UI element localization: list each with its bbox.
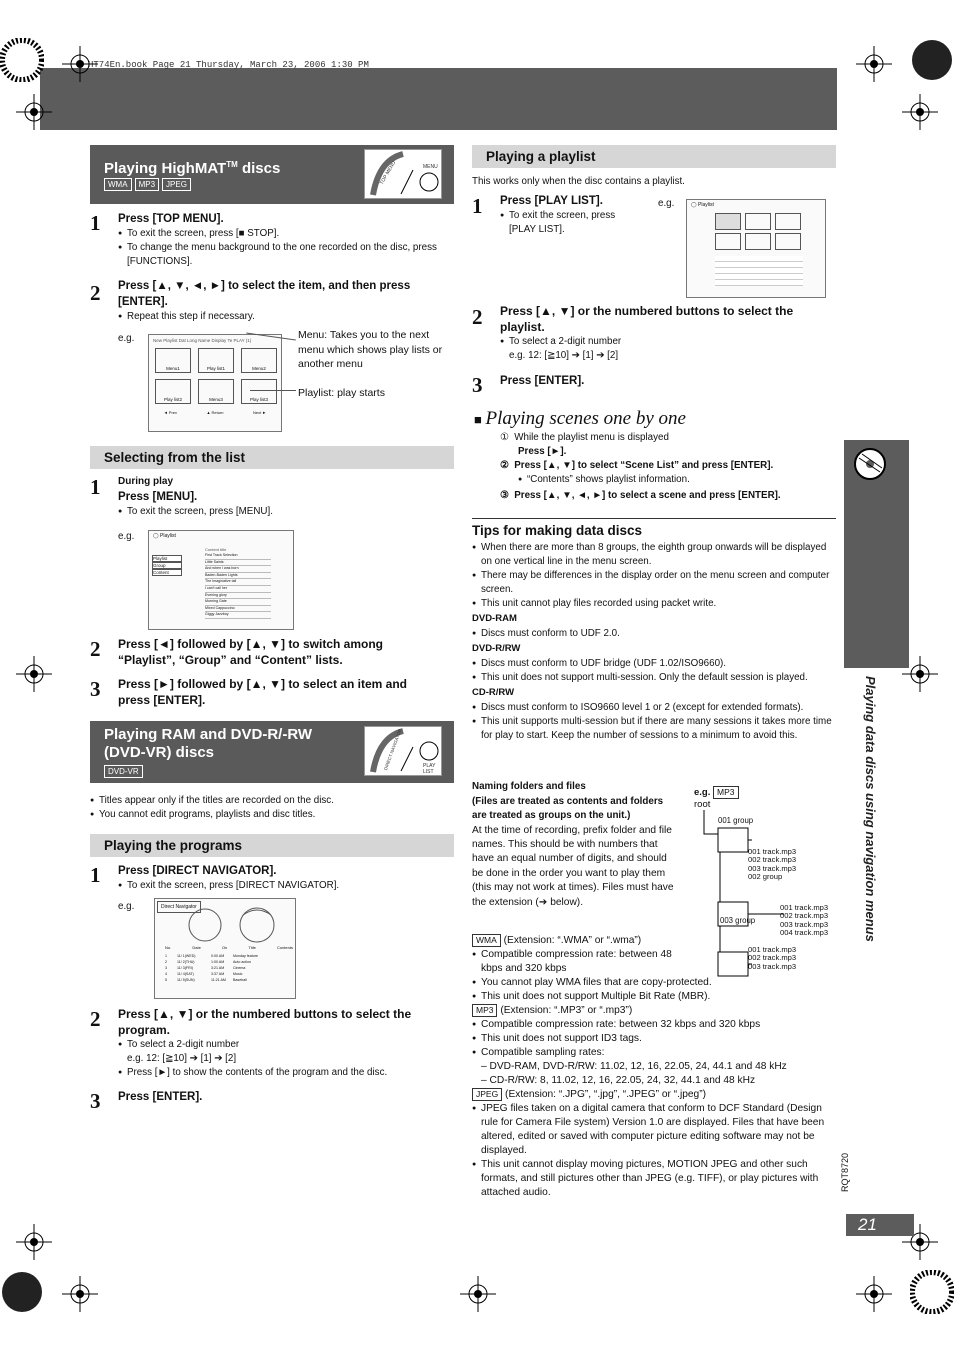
- subheading: CD-R/RW: [472, 687, 515, 698]
- naming-subheading: (Files are treated as contents and folders are treated as groups on the unit.): [472, 795, 664, 821]
- list-item: Mixed Cappuccino: [205, 606, 271, 613]
- registration-mark: [16, 1224, 52, 1260]
- page-number: 21: [846, 1214, 914, 1236]
- bullet: ● Discs must conform to UDF bridge (UDF 1.02/ISO9660).: [472, 657, 836, 671]
- side-tab-bar: [844, 440, 909, 668]
- bullet: ● To change the menu background to the one recorded on the disc, press [FUNCTIONS].: [118, 241, 454, 269]
- color-target: [0, 38, 44, 82]
- step-number: 1: [472, 194, 483, 218]
- step-heading: Press [◄] followed by [▲, ▼] to switch among “Playlist”, “Group” and “Content” lists.: [118, 637, 383, 667]
- circled-step: ① While the playlist menu is displayed: [500, 432, 669, 443]
- file-label: 001 track.mp3: [748, 847, 797, 856]
- color-target: [0, 1270, 44, 1314]
- direct-navigator-label: DIRECT NAVIGATOR: [383, 728, 403, 771]
- bullet: ● Titles appear only if the titles are recorded on the disc.: [90, 794, 454, 808]
- selecting-list-heading: Selecting from the list: [90, 446, 454, 469]
- screen-foot: Next ►: [252, 410, 267, 415]
- file-label: 003 track.mp3: [748, 961, 797, 971]
- tree-root: root: [694, 799, 711, 810]
- highmat-title-band: [90, 145, 454, 204]
- step-number: 3: [90, 1089, 101, 1113]
- play-list-label: PLAY LIST: [423, 763, 436, 775]
- list-item: I can't call her: [205, 586, 271, 593]
- bullet: ● Repeat this step if necessary.: [118, 310, 454, 324]
- bullet: ● To exit the screen, press [PLAY LIST].: [500, 209, 640, 237]
- menu-cell: Menu3: [198, 379, 234, 404]
- side-tab: Group: [152, 562, 182, 569]
- naming-heading: Naming folders and files: [472, 781, 586, 792]
- screen-title: Direct Navigator: [157, 901, 201, 913]
- column-header: On: [221, 945, 228, 950]
- file-label: 001 track.mp3: [780, 903, 829, 912]
- screen-header: New Playlist Dat Long Name Display Te PLAY (1): [153, 338, 252, 343]
- step-heading: Press [MENU].: [118, 491, 198, 503]
- tm-mark: TM: [226, 160, 238, 169]
- bullet: ● To exit the screen, press [■ STOP].: [118, 227, 454, 241]
- side-tab: Content: [152, 569, 182, 576]
- screen-title: Playlist: [698, 202, 714, 208]
- sampling-detail: – CD-R/RW: 8, 11.02, 12, 16, 22.05, 24, 32, 44.1 and 48 kHz: [481, 1075, 756, 1086]
- bullet-detail: e.g. 12: [≧10] ➔ [1] ➔ [2]: [509, 350, 619, 361]
- color-target: [910, 38, 954, 82]
- circled-step: ② Press [▲, ▼] to select “Scene List” and press [ENTER].: [500, 460, 774, 471]
- top-menu-label: TOP MENU: [378, 160, 398, 186]
- list-item: The Imaginative tail: [205, 579, 271, 586]
- bullet: ● Discs must conform to UDF 2.0.: [472, 627, 836, 641]
- format-tag: MP3: [713, 786, 738, 799]
- column-header: Contents: [276, 945, 293, 950]
- step-number: 1: [90, 475, 101, 499]
- screen-foot: ▲ Return: [206, 410, 224, 415]
- bullet: ● You cannot play WMA files that are copy-protected.: [472, 976, 836, 990]
- eg-label: e.g.: [118, 901, 135, 912]
- registration-mark: [902, 94, 938, 130]
- step-heading: Press [PLAY LIST].: [500, 195, 603, 207]
- screen-title: Playlist: [160, 533, 176, 539]
- menu-screen-example: [148, 334, 282, 432]
- bullet: ● This unit does not support multi-session. Only the default session is played.: [472, 671, 836, 685]
- registration-mark: [856, 46, 892, 82]
- step-number: 3: [90, 677, 101, 701]
- table-row: 1 11/ 1(WED) 0:00 AM Monday feature: [165, 954, 258, 958]
- bullet: ● You cannot edit programs, playlists and disc titles.: [90, 808, 454, 822]
- registration-mark: [16, 94, 52, 130]
- registration-mark: [62, 46, 98, 82]
- step-number: 3: [472, 373, 483, 397]
- step-heading: Press [ENTER].: [118, 1091, 203, 1103]
- bullet: ● This unit does not support ID3 tags.: [472, 1032, 836, 1046]
- menu-cell: Menu2: [241, 348, 277, 373]
- playlist-note: Playlist: play starts: [298, 387, 385, 399]
- circled-step-detail: Press [►].: [518, 446, 567, 457]
- bullet: ● JPEG files taken on a digital camera that conform to DCF Standard (Design rule for Camera File system) Version 1.0 are displayed. Files that have been altered, edited or saved with computer picture editing software may not be displayed.: [472, 1102, 836, 1158]
- section-title: Playing RAM and DVD-R/-RW: [104, 726, 313, 743]
- menu-label: MENU: [423, 164, 438, 170]
- menu-cell: Play list3: [241, 379, 277, 404]
- jpeg-ext: JPEG (Extension: “.JPG”, “.jpg”, “.JPEG” or “.jpeg”): [472, 1088, 836, 1102]
- bullet: ● Press [►] to show the contents of the program and the disc.: [118, 1066, 454, 1080]
- bullet: ● To exit the screen, press [MENU].: [118, 505, 454, 519]
- bullet: ● This unit supports multi-session but if there are many sessions it takes more time for play to start. Keep the number of sessions to a minimum to avoid this.: [472, 715, 836, 743]
- eg-label: e.g.: [658, 198, 675, 209]
- bullet: ● Compatible sampling rates:: [472, 1046, 836, 1060]
- step-heading: Press [▲, ▼, ◄, ►] to select the item, and then press [ENTER].: [118, 280, 411, 308]
- scenes-heading: ■ Playing scenes one by one: [474, 408, 686, 429]
- section-title-suffix: discs: [237, 160, 281, 177]
- sampling-detail: – DVD-RAM, DVD-R/RW: 11.02, 12, 16, 22.05, 24, 44.1 and 48 kHz: [481, 1061, 787, 1072]
- step-number: 1: [90, 863, 101, 887]
- document-code: RQT8720: [840, 1152, 850, 1192]
- column-header: Content title: [205, 547, 227, 552]
- bullet: ● To select a 2-digit number: [500, 335, 836, 349]
- menu-cell: Menu1: [155, 348, 191, 373]
- disc-icon: [852, 446, 888, 482]
- file-label: 002 track.mp3: [748, 855, 797, 865]
- registration-mark: [460, 1276, 496, 1312]
- step-heading: Press [DIRECT NAVIGATOR].: [118, 865, 277, 877]
- list-item: Evening glory: [205, 593, 271, 600]
- list-item: Morning Gate: [205, 599, 271, 606]
- eg-label: e.g.: [118, 333, 135, 344]
- format-tag: MP3: [472, 1004, 497, 1017]
- intro-text: This works only when the disc contains a playlist.: [472, 176, 685, 187]
- naming-paragraph: At the time of recording, prefix folder and file names. This should be with numbers that have an equal number of digits, and should be done in the order you want to play them (this may not work at times). Files must have the extension (➔ below).: [472, 824, 674, 908]
- eg-label: e.g.: [118, 531, 135, 542]
- bullet: ● “Contents” shows playlist information.: [518, 473, 836, 487]
- table-row: 2 11/ 2(THU) 1:00 AM Auto action: [165, 960, 251, 964]
- step-heading: Press [►] followed by [▲, ▼] to select an item and press [ENTER].: [118, 677, 408, 707]
- list-item: First Track Selection: [205, 553, 271, 560]
- bullet: ● Compatible compression rate: between 48 kbps and 320 kbps: [472, 948, 680, 976]
- column-header: Title: [248, 945, 256, 950]
- playing-programs-heading: Playing the programs: [90, 834, 454, 857]
- step-heading: Press [▲, ▼] or the numbered buttons to select the playlist.: [500, 304, 794, 334]
- circled-step: ③ Press [▲, ▼, ◄, ►] to select a scene and press [ENTER].: [500, 490, 781, 501]
- bullet: ● Discs must conform to ISO9660 level 1 or 2 (except for extended formats).: [472, 701, 836, 715]
- file-label: 003 track.mp3: [780, 919, 829, 929]
- screen-foot: ◄ Prev: [163, 410, 178, 415]
- bullet: ● To select a 2-digit number: [118, 1038, 454, 1052]
- bullet: ● This unit cannot play files recorded using packet write.: [472, 597, 836, 611]
- playlist-thumbnail-screen: ◯ Playlist: [686, 199, 826, 298]
- file-info: HT74En.book Page 21 Thursday, March 23, 2006 1:30 PM: [88, 60, 369, 70]
- table-row: 4 11/ 4(SAT) 3:37 AM Music: [165, 972, 243, 976]
- color-target: [910, 1270, 954, 1314]
- column-header: Date: [192, 945, 201, 950]
- file-label: 004 track.mp3: [780, 927, 829, 937]
- list-item: Little Saints: [205, 560, 271, 567]
- bullet: ● Compatible compression rate: between 32 kbps and 320 kbps: [472, 1018, 836, 1032]
- format-tag: JPEG: [472, 1088, 502, 1101]
- during-play-label: During play: [118, 476, 174, 487]
- bullet: ● There may be differences in the display order on the menu screen and computer screen.: [472, 569, 836, 597]
- step-heading: Press [TOP MENU].: [118, 213, 224, 225]
- bullet: ● To exit the screen, press [DIRECT NAVIGATOR].: [118, 879, 454, 893]
- playlist-screen-example: ◯ Playlist Playlist Group Content Content title First Track Selection Little Saints And when I was born Baden-Baden Lights The Imaginative tail I can't call her Evening glory Morning Gate Mixed Cappuccino Giggy Jazzboy: [148, 530, 294, 630]
- group-label: 002 group: [748, 871, 783, 881]
- format-tag: WMA: [472, 934, 501, 947]
- file-label: 001 track.mp3: [748, 945, 797, 954]
- group-label: 001 group: [718, 816, 754, 825]
- format-tag: WMA: [104, 178, 132, 191]
- side-tab: Playlist: [152, 555, 182, 562]
- column-header: No.: [165, 945, 172, 950]
- remote-button-illustration: [364, 149, 442, 199]
- list-item: And when I was born: [205, 566, 271, 573]
- group-label: 003 group: [720, 916, 756, 925]
- menu-note: Menu: Takes you to the next menu which shows play lists or another menu: [298, 329, 443, 370]
- step-number: 2: [90, 281, 101, 305]
- menu-cell: Play list2: [155, 379, 191, 404]
- side-title: Playing data discs using navigation menus: [863, 676, 878, 942]
- bullet: ● This unit does not support Multiple Bit Rate (MBR).: [472, 990, 836, 1004]
- file-label: 002 track.mp3: [748, 953, 797, 963]
- list-item: Giggy Jazzboy: [205, 612, 271, 619]
- menu-cell: Play list1: [198, 348, 234, 373]
- step-number: 2: [90, 1007, 101, 1031]
- page-header-bar: [40, 68, 837, 130]
- wma-ext: WMA (Extension: “.WMA” or “.wma”): [472, 934, 836, 948]
- subheading: DVD-R/RW: [472, 643, 521, 654]
- ram-title-band: [90, 721, 454, 783]
- table-row: 5 11/ 5(SUN) 11:21 AM Baseball: [165, 978, 247, 982]
- step-number: 1: [90, 211, 101, 235]
- bullet-detail: e.g. 12: [≧10] ➔ [1] ➔ [2]: [127, 1053, 237, 1064]
- playing-playlist-heading: Playing a playlist: [472, 145, 836, 168]
- format-tag: DVD-VR: [104, 765, 143, 778]
- step-number: 2: [472, 305, 483, 329]
- format-tag: JPEG: [162, 178, 191, 191]
- eg-label: e.g.: [694, 787, 711, 798]
- table-row: 3 11/ 3(FRI) 3:21 AM Cinema: [165, 966, 246, 970]
- bullet: ● This unit cannot display moving pictures, MOTION JPEG and other such formats, and still pictures other than JPEG (e.g. TIFF), or play pictures with attached audio.: [472, 1158, 836, 1200]
- bullet: ● When there are more than 8 groups, the eighth group onwards will be displayed on one vertical line in the menu screen.: [472, 541, 836, 569]
- section-title: Playing HighMAT: [104, 160, 227, 177]
- registration-mark: [16, 656, 52, 692]
- step-heading: Press [▲, ▼] or the numbered buttons to select the program.: [118, 1007, 412, 1037]
- step-number: 2: [90, 637, 101, 661]
- mp3-ext: MP3 (Extension: “.MP3” or “.mp3”): [472, 1004, 836, 1018]
- format-tag: MP3: [135, 178, 159, 191]
- registration-mark: [62, 1276, 98, 1312]
- file-label: 002 track.mp3: [780, 911, 829, 921]
- step-heading: Press [ENTER].: [500, 375, 585, 387]
- subheading: DVD-RAM: [472, 613, 517, 624]
- file-label: 003 track.mp3: [748, 863, 797, 873]
- list-item: Baden-Baden Lights: [205, 573, 271, 580]
- registration-mark: [856, 1276, 892, 1312]
- section-title-line2: (DVD-VR) discs: [104, 744, 215, 761]
- direct-navigator-screen: [154, 898, 296, 999]
- tips-heading: Tips for making data discs: [472, 523, 643, 538]
- remote-button-illustration: [364, 726, 442, 776]
